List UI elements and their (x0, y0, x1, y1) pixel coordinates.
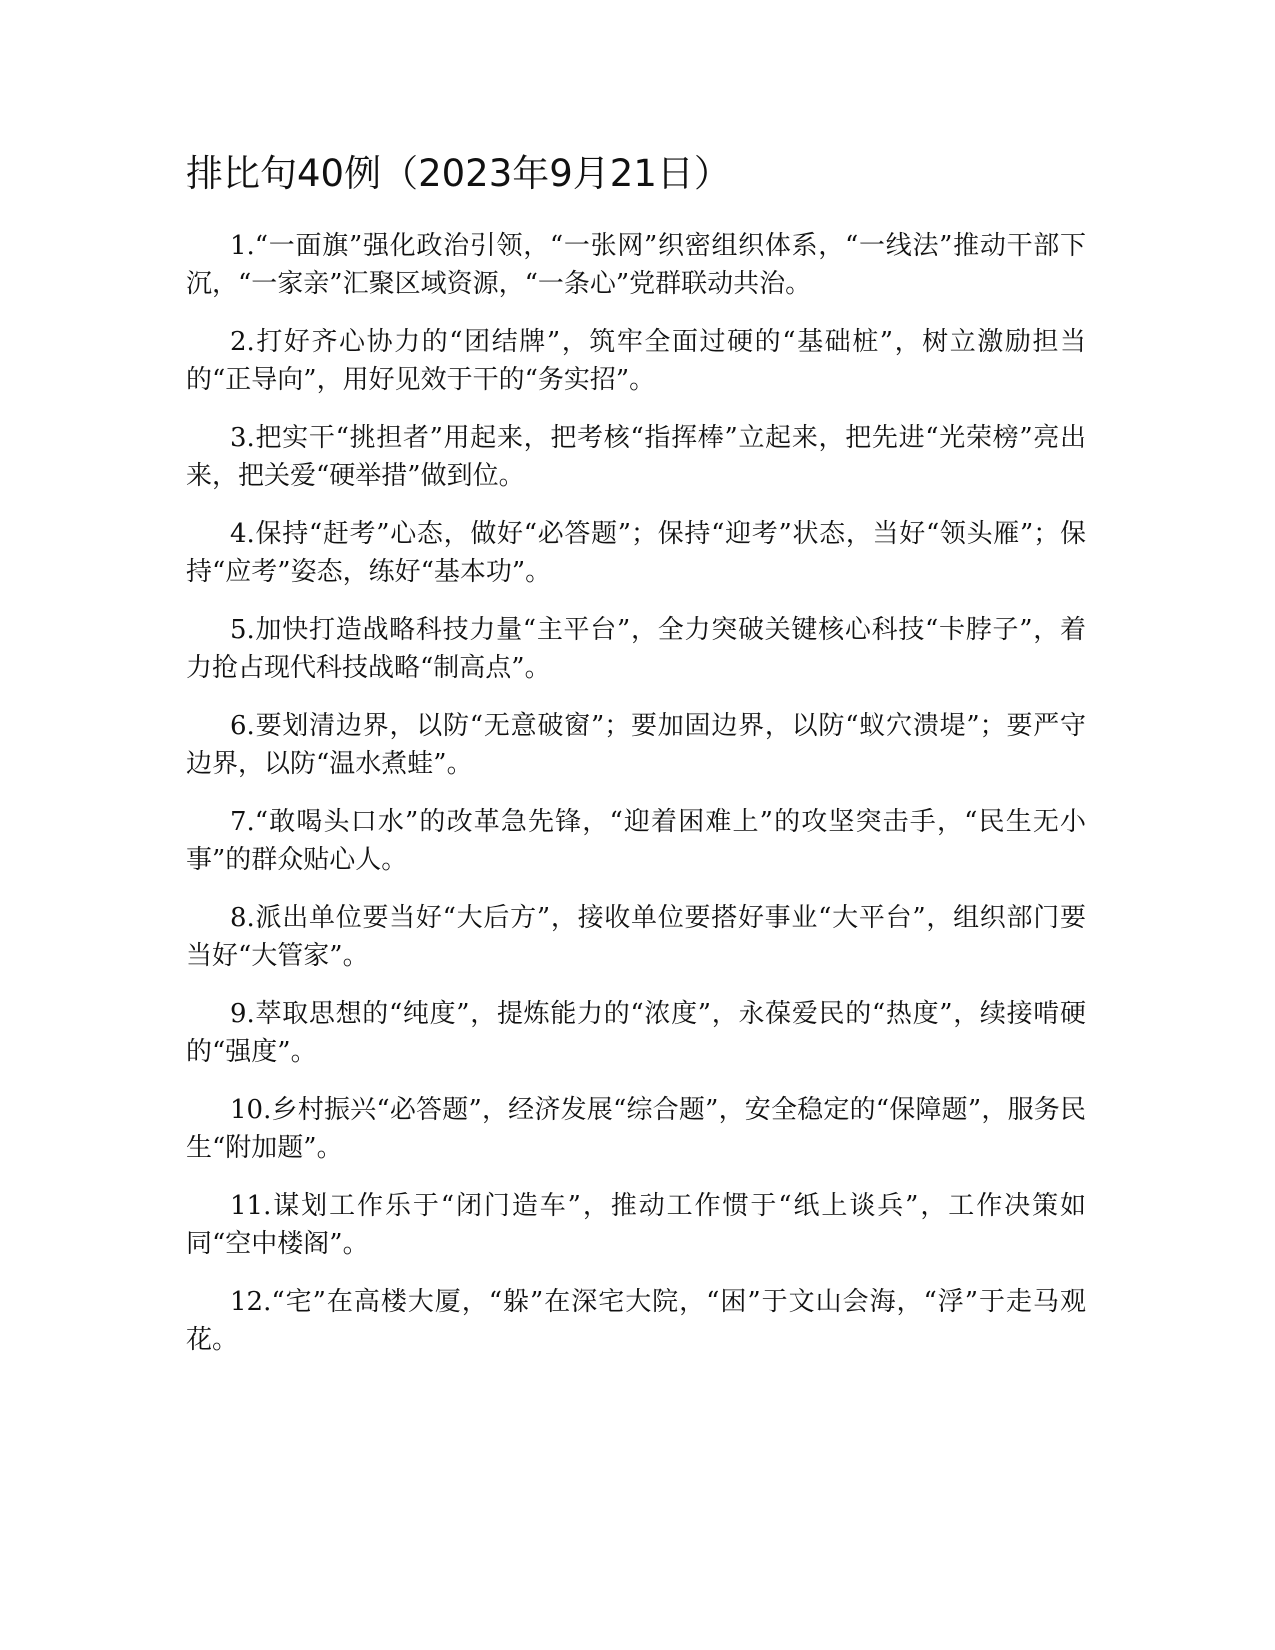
list-item: 9.萃取思想的“纯度”，提炼能力的“浓度”，永葆爱民的“热度”，续接啃硬的“强度”。 (186, 999, 1086, 1067)
sentence-list (186, 227, 1086, 1379)
list-item: 10.乡村振兴“必答题”，经济发展“综合题”，安全稳定的“保障题”，服务民生“附加题”。 (186, 1095, 1086, 1163)
list-item: 7.“敢喝头口水”的改革急先锋，“迎着困难上”的攻坚突击手，“民生无小事”的群众贴心人。 (186, 807, 1086, 875)
document-title: 排比句40例（2023年9月21日） (186, 152, 731, 195)
list-item: 1.“一面旗”强化政治引领，“一张网”织密组织体系，“一线法”推动干部下沉，“一家亲”汇聚区域资源，“一条心”党群联动共治。 (186, 231, 1086, 299)
list-item: 8.派出单位要当好“大后方”，接收单位要搭好事业“大平台”，组织部门要当好“大管家”。 (186, 903, 1086, 971)
list-item: 4.保持“赶考”心态，做好“必答题”；保持“迎考”状态，当好“领头雁”；保持“应考”姿态，练好“基本功”。 (186, 519, 1086, 587)
list-item: 11.谋划工作乐于“闭门造车”，推动工作惯于“纸上谈兵”，工作决策如同“空中楼阁”。 (186, 1191, 1086, 1259)
list-item: 2.打好齐心协力的“团结牌”，筑牢全面过硬的“基础桩”，树立激励担当的“正导向”，用好见效于干的“务实招”。 (186, 327, 1086, 395)
list-item: 6.要划清边界，以防“无意破窗”；要加固边界，以防“蚁穴溃堤”；要严守边界，以防“温水煮蛙”。 (186, 711, 1086, 779)
list-item: 3.把实干“挑担者”用起来，把考核“指挥棒”立起来，把先进“光荣榜”亮出来，把关爱“硬举措”做到位。 (186, 423, 1086, 491)
list-item: 5.加快打造战略科技力量“主平台”，全力突破关键核心科技“卡脖子”，着力抢占现代科技战略“制高点”。 (186, 615, 1086, 683)
list-item: 12.“宅”在高楼大厦，“躲”在深宅大院，“困”于文山会海，“浮”于走马观花。 (186, 1287, 1086, 1355)
